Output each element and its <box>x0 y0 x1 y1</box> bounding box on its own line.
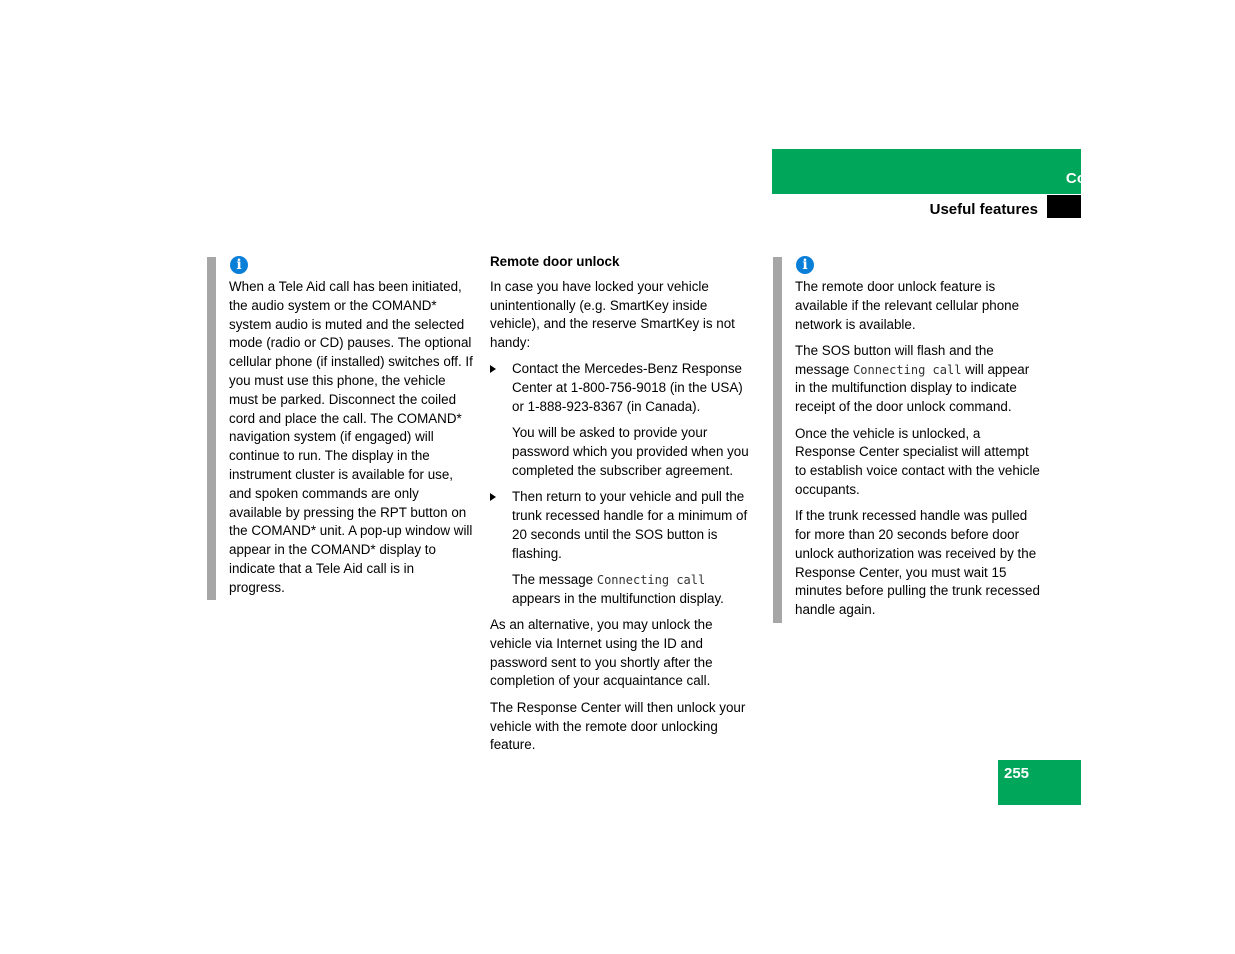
info-icon: i <box>796 256 814 274</box>
step-1-text: Contact the Mercedes-Benz Response Center at 1-800-756-9018 (in the USA) or 1-888-923-8367 (in Canada). <box>512 361 743 415</box>
triangle-bullet-icon <box>490 493 496 501</box>
subsection-title: Useful features <box>929 201 1038 218</box>
right-note-p1: The remote door unlock feature is available if the relevant cellular phone network is available. <box>795 279 1020 332</box>
right-note-p3: Once the vehicle is unlocked, a Response Center specialist will attempt to establish voice contact with the vehicle occupants. <box>795 425 1040 497</box>
page-number: 255 <box>1004 765 1030 782</box>
info-icon: i <box>230 256 248 274</box>
alternative-paragraph: As an alternative, you may unlock the vehicle via Internet using the ID and password sent to you shortly after the completion of your acquaintance call. <box>490 617 713 689</box>
step-2-note <box>490 571 757 609</box>
section-title: Controls in detail <box>1065 170 1192 187</box>
step-2-text: Then return to your vehicle and pull the trunk recessed handle for a minimum of 20 seconds until the SOS button is flashing. <box>512 489 748 561</box>
step-1-note: You will be asked to provide your password which you provided when you completed the subscriber agreement. <box>512 425 749 478</box>
right-note-p4: If the trunk recessed handle was pulled for more than 20 seconds before door unlock authorization was received by the Response Center, you must wait 15 minutes before pulling the trunk recessed handle again. <box>795 508 1040 618</box>
right-note-p2 <box>795 342 1040 417</box>
middle-column <box>490 253 757 763</box>
remote-door-unlock-heading: Remote door unlock <box>490 254 620 269</box>
display-message: Connecting call <box>853 362 962 377</box>
right-note-bar <box>773 257 782 623</box>
right-note-p2-prefix: The SOS button will flash and the message <box>795 342 994 377</box>
section-header-bar <box>772 149 1081 194</box>
step-2-note-prefix: The message <box>512 571 597 587</box>
section-marker-tab <box>1047 195 1081 218</box>
right-note-text-block <box>795 278 1040 628</box>
step-2-note-suffix: appears in the multifunction display. <box>512 590 724 606</box>
step-pull-trunk-handle <box>490 488 757 563</box>
right-note-p2-suffix: will appear in the multifunction display to indicate receipt of the door unlock command. <box>795 361 1030 415</box>
left-note-text-block <box>229 278 473 605</box>
final-paragraph: The Response Center will then unlock your vehicle with the remote door unlocking feature. <box>490 699 746 753</box>
left-note-text: When a Tele Aid call has been initiated, the audio system or the COMAND* system audio is muted and the selected mode (radio or CD) pauses. The optional cellular phone (if installed) switches off. If you must use this phone, the vehicle must be parked. Disconnect the coiled cord and place the call. The COMAND* navigation system (if engaged) will continue to run. The display in the instrument cluster is available for use, and spoken commands are only available by pressing the RPT button on the COMAND* unit. A pop-up window will appear in the COMAND* display to indicate that a Tele Aid call is in progress. <box>229 279 473 595</box>
step-contact-response-center <box>490 360 757 416</box>
intro-paragraph: In case you have locked your vehicle unintentionally (e.g. SmartKey inside vehicle), and the reserve SmartKey is not handy: <box>490 278 735 351</box>
triangle-bullet-icon <box>490 365 496 373</box>
display-message: Connecting call <box>596 572 706 587</box>
left-note-bar <box>207 257 216 600</box>
